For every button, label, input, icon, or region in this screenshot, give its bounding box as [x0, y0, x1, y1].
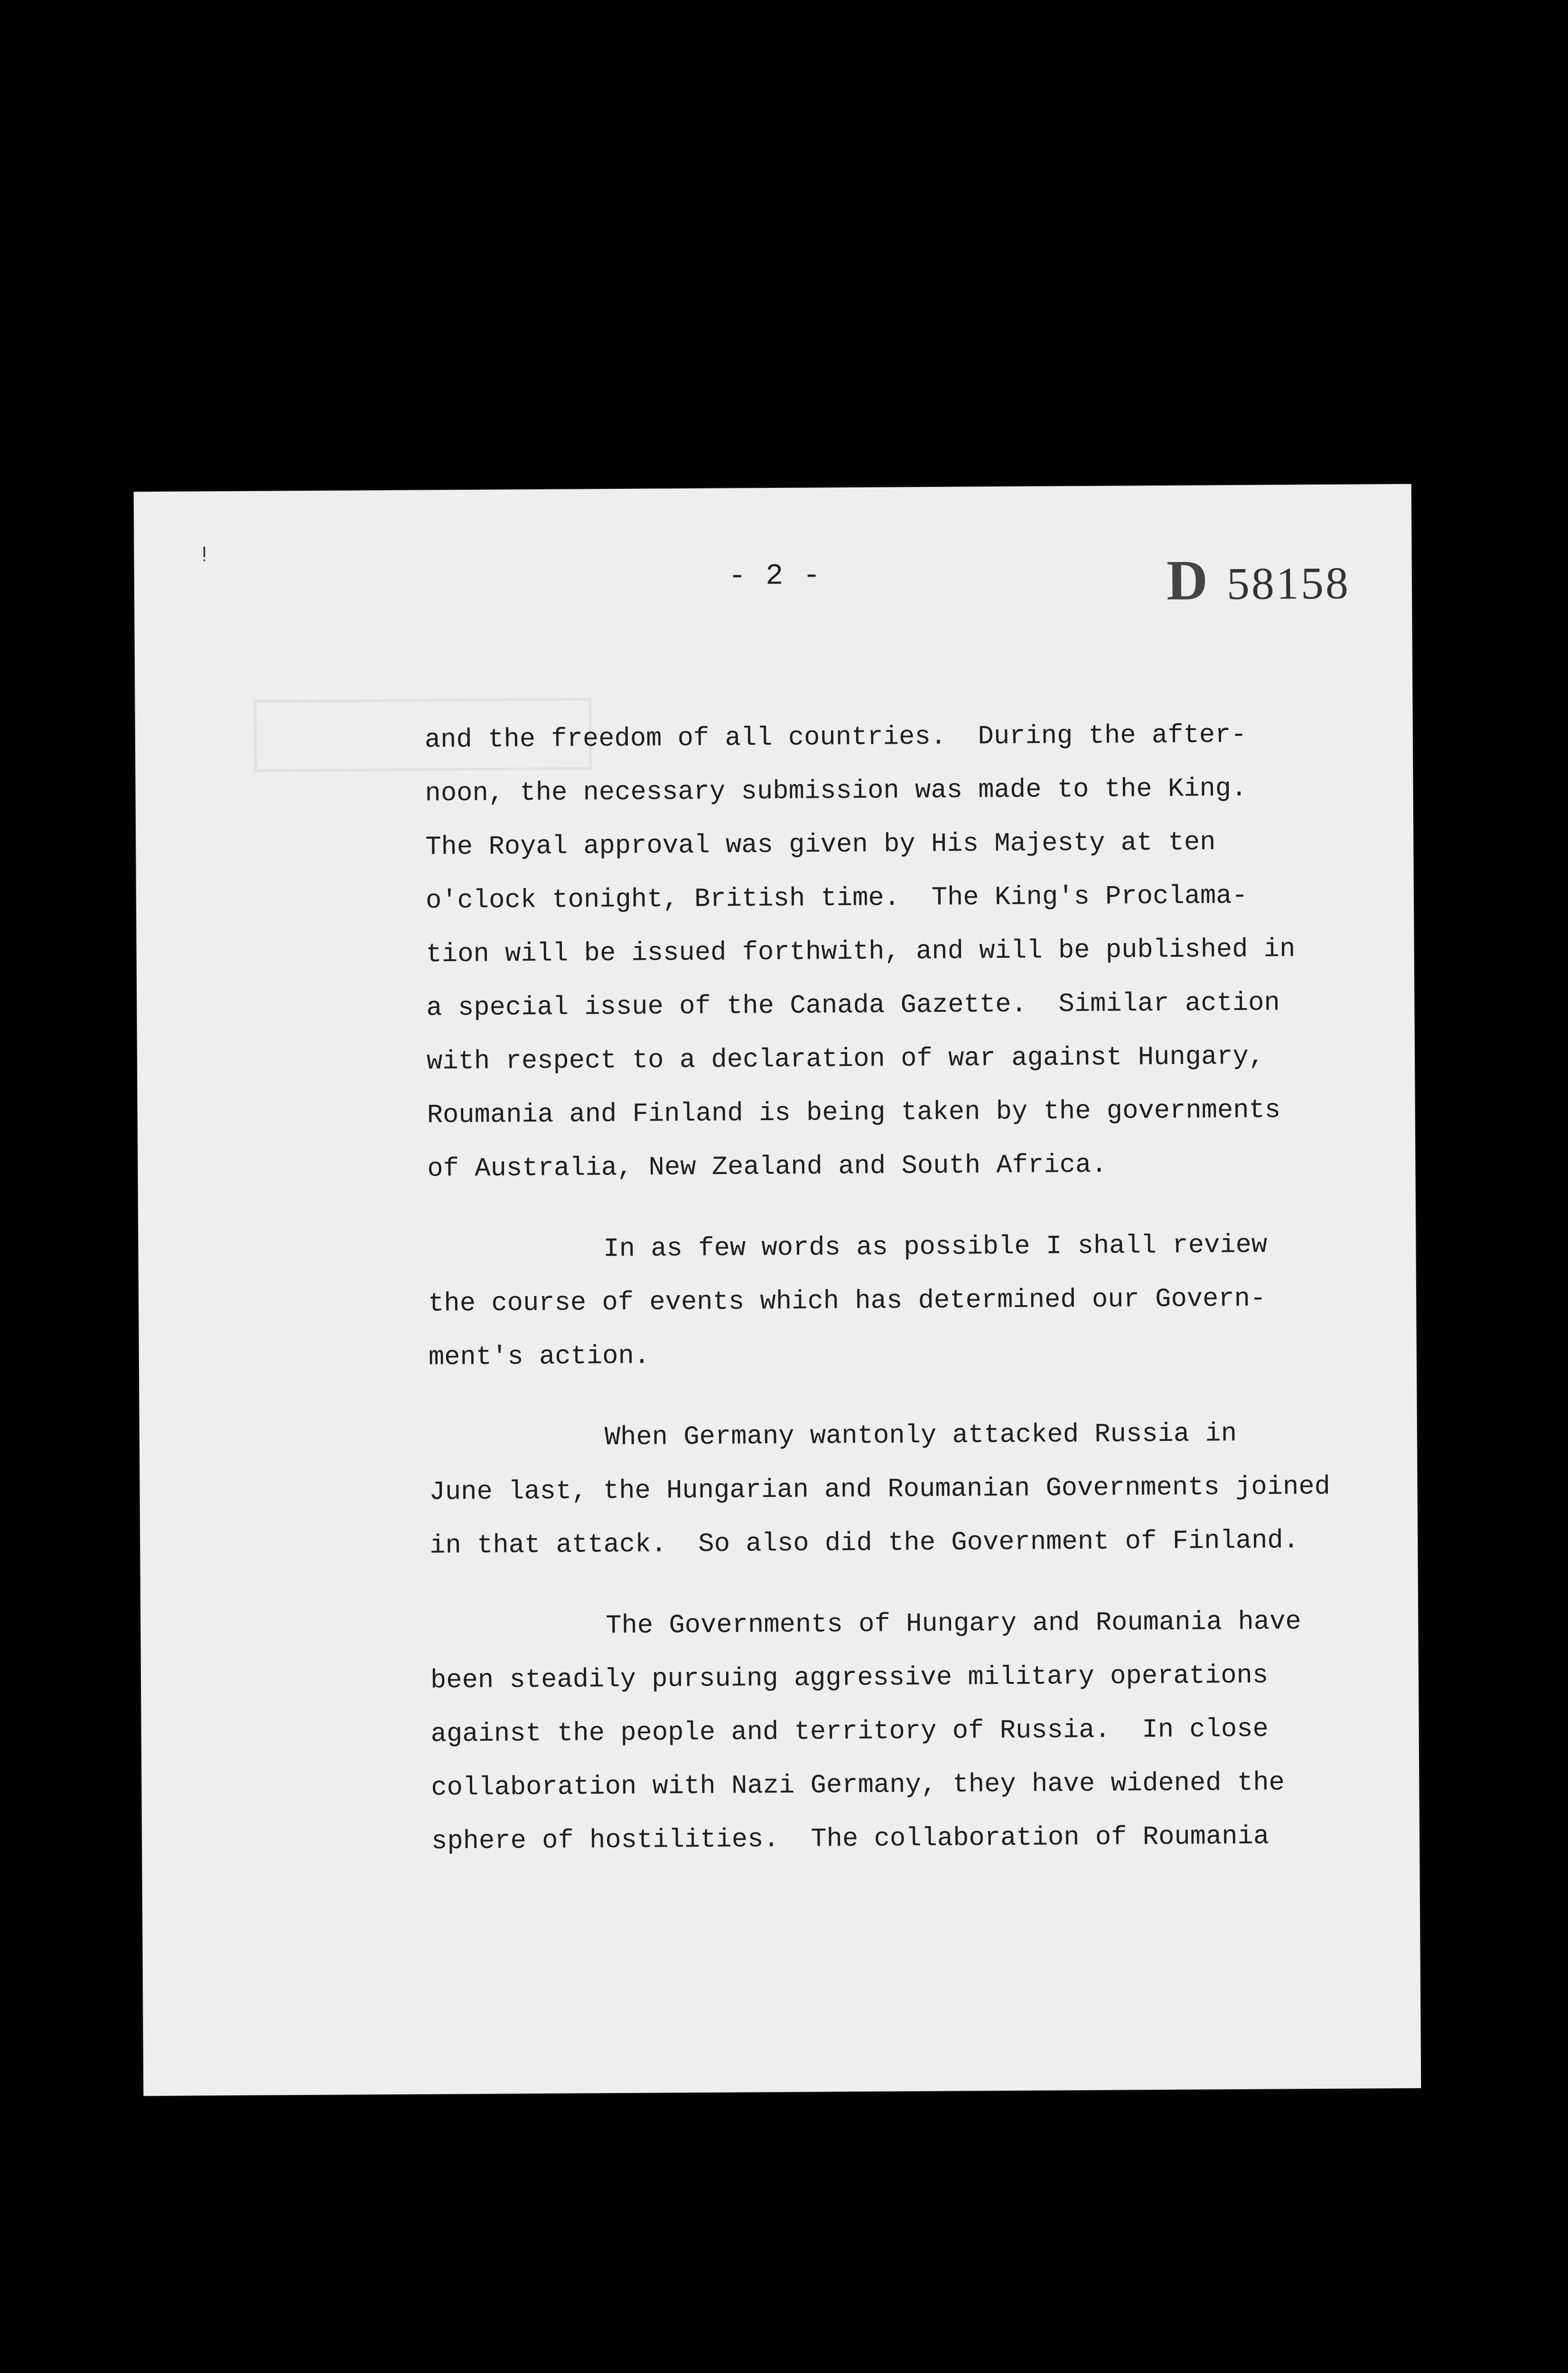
text-line: in that attack. So also did the Government of Finland.: [429, 1525, 1299, 1561]
text-line: against the people and territory of Russia. In close: [430, 1714, 1269, 1749]
text-line: ment's action.: [428, 1341, 650, 1373]
text-line: collaboration with Nazi Germany, they have widened the: [431, 1767, 1285, 1803]
text-line: sphere of hostilities. The collaboration of Roumania: [431, 1821, 1269, 1857]
text-line: and the freedom of all countries. During the after-: [424, 719, 1247, 755]
text-line: tion will be issued forthwith, and will be published in: [426, 934, 1296, 970]
edge-mark: ᵎ: [196, 541, 213, 573]
document-id-number: 58158: [1226, 557, 1351, 609]
page-number: - 2 -: [728, 559, 822, 593]
text-line: been steadily pursuing aggressive military operations: [430, 1660, 1269, 1696]
document-id: [1166, 548, 1351, 612]
text-line-indented: The Governments of Hungary and Roumania have: [606, 1607, 1301, 1641]
text-line: June last, the Hungarian and Roumanian Governments joined: [429, 1471, 1331, 1507]
text-line: Roumania and Finland is being taken by the governments: [427, 1095, 1281, 1130]
text-line: o'clock tonight, British time. The King's Proclama-: [425, 880, 1248, 916]
text-line-indented: In as few words as possible I shall review: [603, 1230, 1268, 1264]
text-line: with respect to a declaration of war against Hungary,: [426, 1041, 1265, 1077]
typed-letter-body: [424, 708, 1331, 1868]
document-id-prefix: D: [1166, 548, 1208, 612]
text-line: The Royal approval was given by His Majesty at ten: [425, 827, 1216, 862]
text-line: a special issue of the Canada Gazette. Similar action: [426, 988, 1280, 1023]
text-line-indented: When Germany wantonly attacked Russia in: [604, 1419, 1237, 1453]
text-line: noon, the necessary submission was made to the King.: [425, 773, 1247, 809]
text-line: of Australia, New Zealand and South Africa.: [427, 1149, 1107, 1184]
document-page: [134, 484, 1421, 2096]
text-line: the course of events which has determined our Govern-: [428, 1283, 1266, 1319]
